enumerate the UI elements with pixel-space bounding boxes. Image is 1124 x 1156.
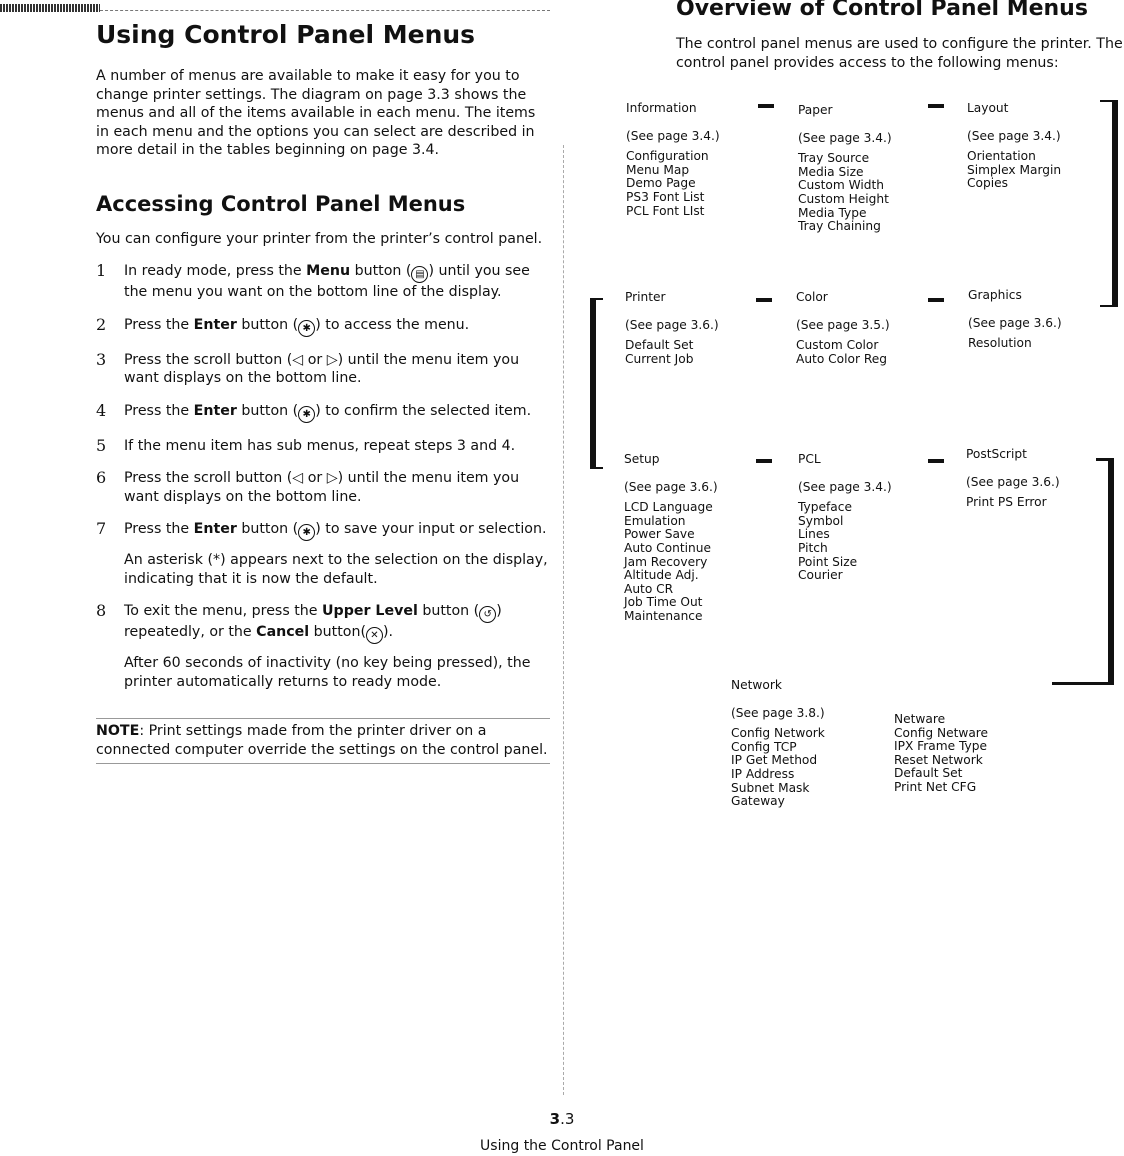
- step-text: In ready mode, press the: [124, 263, 307, 279]
- step-text: button (: [350, 263, 412, 279]
- step-8: [96, 602, 551, 691]
- menu-item: Lines: [798, 527, 830, 542]
- menu-item: Config TCP: [731, 739, 797, 754]
- menu-postscript: [966, 448, 1060, 510]
- menu-button-label: Menu: [306, 263, 351, 279]
- cancel-icon: ✕: [366, 627, 383, 644]
- step-number: 1: [96, 261, 107, 280]
- menu-graphics: [968, 289, 1062, 351]
- page-chapter: 3: [549, 1110, 561, 1128]
- enter-button-label: Enter: [193, 521, 237, 537]
- page-title: Using Control Panel Menus: [96, 20, 476, 49]
- menu-item: Emulation: [624, 513, 686, 528]
- step-subtext: An asterisk (*) appears next to the selection on the display, indicating that it is now the default.: [124, 552, 548, 587]
- intro-paragraph: A number of menus are available to make it easy for you to change printer settings. The diagram on page 3.3 shows the menus and all of the items available in each menu. The items in each menu and the options you can select are described in more detail in the tables beginning on page 3.4.: [96, 68, 536, 158]
- step-subtext: After 60 seconds of inactivity (no key being pressed), the printer automatically returns to ready mode.: [124, 655, 531, 690]
- menu-item: Resolution: [968, 336, 1032, 351]
- menu-item: Print Net CFG: [894, 779, 977, 794]
- menu-page-ref: (See page 3.5.): [796, 317, 890, 332]
- cancel-button-label: Cancel: [256, 624, 310, 640]
- menu-item: LCD Language: [624, 500, 713, 515]
- menu-network: [731, 679, 825, 809]
- menu-title: Printer: [625, 290, 666, 304]
- menu-item: PCL Font LIst: [626, 203, 705, 218]
- step-text: Press the scroll button (◁ or ▷) until the menu item you want displays on the bottom line.: [124, 351, 520, 386]
- menu-title: Layout: [967, 101, 1009, 115]
- connector-dash: [928, 459, 944, 463]
- menu-paper: [798, 104, 892, 234]
- note-label: NOTE: [96, 723, 140, 739]
- diagram-bracket-right-bottom: [1052, 458, 1114, 685]
- overview-intro: The control panel menus are used to configure the printer. The control panel provides access to the following menus:: [676, 36, 1123, 71]
- step-2: [96, 316, 551, 337]
- menu-item: Tray Chaining: [798, 219, 881, 234]
- menu-icon: ▤: [411, 266, 428, 283]
- menu-item: Custom Width: [798, 178, 884, 193]
- menu-item: Subnet Mask: [731, 780, 810, 795]
- menu-page-ref: (See page 3.4.): [798, 130, 892, 145]
- header-rule: [100, 10, 550, 11]
- note-text: : Print settings made from the printer driver on a connected computer override the settings on the control panel.: [96, 723, 548, 758]
- menu-page-ref: (See page 3.4.): [626, 128, 720, 143]
- menu-item: IPX Frame Type: [894, 739, 988, 754]
- upper-level-icon: ↺: [479, 606, 496, 623]
- page-number: [0, 1110, 1124, 1128]
- menu-item: IP Address: [731, 766, 795, 781]
- menu-item: Auto Color Reg: [796, 351, 888, 366]
- section-title-accessing: Accessing Control Panel Menus: [96, 192, 466, 216]
- enter-button-label: Enter: [193, 316, 237, 333]
- menu-item: Default Set: [625, 338, 694, 353]
- menu-page-ref: (See page 3.6.): [625, 317, 719, 332]
- menu-item: Typeface: [798, 500, 852, 515]
- step-text: If the menu item has sub menus, repeat steps 3 and 4.: [124, 437, 516, 454]
- step-number: 5: [96, 435, 107, 455]
- step-text: Press the scroll button (◁ or ▷) until the menu item you want displays on the bottom line.: [124, 470, 520, 505]
- step-text: button (: [236, 316, 299, 333]
- menu-item: Altitude Adj.: [624, 568, 699, 583]
- menu-item: Config Network: [731, 726, 825, 741]
- steps-list: [96, 262, 551, 705]
- menu-item: Print PS Error: [966, 495, 1047, 510]
- menu-title: Color: [796, 290, 828, 304]
- step-7: [96, 520, 551, 588]
- menu-netware: [894, 713, 988, 795]
- menu-item: PS3 Font List: [626, 189, 705, 204]
- upper-level-button-label: Upper Level: [322, 603, 418, 619]
- footer-label: Using the Control Panel: [480, 1138, 644, 1154]
- connector-dash: [928, 104, 944, 108]
- connector-dash: [756, 459, 772, 463]
- menu-item: Auto CR: [624, 581, 674, 596]
- menu-layout: [967, 102, 1061, 191]
- menu-item: Default Set: [894, 766, 963, 781]
- menu-item: Courier: [798, 568, 843, 583]
- step-text: ).: [382, 624, 394, 640]
- menu-page-ref: (See page 3.6.): [968, 315, 1062, 330]
- menu-item: Simplex Margin: [967, 162, 1062, 177]
- step-number: 8: [96, 601, 107, 620]
- menu-item: Job Time Out: [624, 595, 703, 610]
- step-number: 4: [96, 400, 107, 420]
- menu-item: Current Job: [625, 351, 694, 366]
- menu-item: Media Size: [798, 164, 864, 179]
- step-text: To exit the menu, press the: [124, 603, 323, 619]
- menu-title: Setup: [624, 452, 660, 466]
- step-text: ) repeatedly, or the: [124, 603, 502, 640]
- step-text: button (: [236, 402, 299, 419]
- enter-button-label: Enter: [193, 402, 237, 419]
- menu-page-ref: (See page 3.6.): [966, 474, 1060, 489]
- step-text: ) to access the menu.: [315, 316, 470, 333]
- menu-color: [796, 291, 890, 366]
- menu-item: IP Get Method: [731, 753, 818, 768]
- menu-item: Menu Map: [626, 162, 690, 177]
- menu-title: PCL: [798, 452, 821, 466]
- step-text: Press the: [124, 316, 194, 333]
- menu-item: Gateway: [731, 794, 785, 809]
- step-4: [96, 402, 551, 423]
- menu-page-ref: (See page 3.4.): [967, 128, 1061, 143]
- menu-item: Copies: [967, 176, 1008, 191]
- menu-printer: [625, 291, 719, 366]
- step-number: 2: [96, 314, 107, 334]
- menu-item: Custom Height: [798, 191, 889, 206]
- menu-item: Config Netware: [894, 725, 989, 740]
- menu-item: Netware: [894, 712, 946, 726]
- enter-icon: ✱: [298, 320, 315, 337]
- menu-item: Reset Network: [894, 752, 983, 767]
- menu-title: Paper: [798, 103, 833, 117]
- enter-icon: ✱: [298, 406, 315, 423]
- connector-dash: [928, 298, 944, 302]
- connector-dash: [758, 104, 774, 108]
- menu-item: Auto Continue: [624, 540, 711, 555]
- menu-information: [626, 102, 720, 218]
- menu-item: Tray Source: [798, 151, 870, 166]
- step-3: [96, 351, 551, 388]
- menu-page-ref: (See page 3.6.): [624, 479, 718, 494]
- step-text: Press the: [124, 402, 194, 419]
- step-text: ) to save your input or selection.: [315, 521, 547, 537]
- menu-setup: [624, 453, 718, 624]
- menu-item: Media Type: [798, 205, 867, 220]
- menu-title: Network: [731, 678, 782, 692]
- menu-title: PostScript: [966, 447, 1027, 461]
- menu-item: Pitch: [798, 540, 828, 555]
- menu-item: Orientation: [967, 149, 1036, 164]
- menu-page-ref: (See page 3.4.): [798, 479, 892, 494]
- diagram-bracket-left: [590, 298, 603, 469]
- menu-item: Custom Color: [796, 338, 879, 353]
- menu-item: Demo Page: [626, 176, 696, 191]
- menu-item: Jam Recovery: [624, 554, 708, 569]
- connector-dash: [756, 298, 772, 302]
- step-number: 3: [96, 349, 107, 369]
- menu-item: Point Size: [798, 554, 858, 569]
- step-text: button(: [309, 624, 366, 640]
- step-1: [96, 262, 551, 302]
- menu-item: Maintenance: [624, 608, 703, 623]
- overview-title: Overview of Control Panel Menus: [676, 0, 1088, 21]
- step-text: ) until you see the menu you want on the bottom line of the display.: [124, 263, 530, 300]
- enter-icon: ✱: [298, 524, 315, 541]
- menu-item: Configuration: [626, 149, 709, 164]
- step-number: 6: [96, 468, 107, 487]
- diagram-bracket-right-top: [1100, 100, 1118, 307]
- column-divider: [563, 145, 564, 1095]
- step-number: 7: [96, 519, 107, 538]
- menu-item: Symbol: [798, 513, 844, 528]
- access-intro: You can configure your printer from the printer’s control panel.: [96, 231, 543, 247]
- step-text: button (: [236, 521, 299, 537]
- menu-page-ref: (See page 3.8.): [731, 705, 825, 720]
- page-subnumber: .3: [560, 1110, 575, 1128]
- header-rule-pattern: [0, 4, 100, 12]
- step-5: [96, 437, 551, 456]
- step-6: [96, 469, 551, 506]
- step-text: Press the: [124, 521, 194, 537]
- menu-item: Power Save: [624, 527, 695, 542]
- menu-title: Information: [626, 101, 697, 115]
- note-box: [96, 718, 550, 764]
- menu-title: Graphics: [968, 288, 1022, 302]
- step-text: button (: [417, 603, 480, 619]
- menu-pcl: [798, 453, 892, 583]
- step-text: ) to confirm the selected item.: [315, 402, 532, 419]
